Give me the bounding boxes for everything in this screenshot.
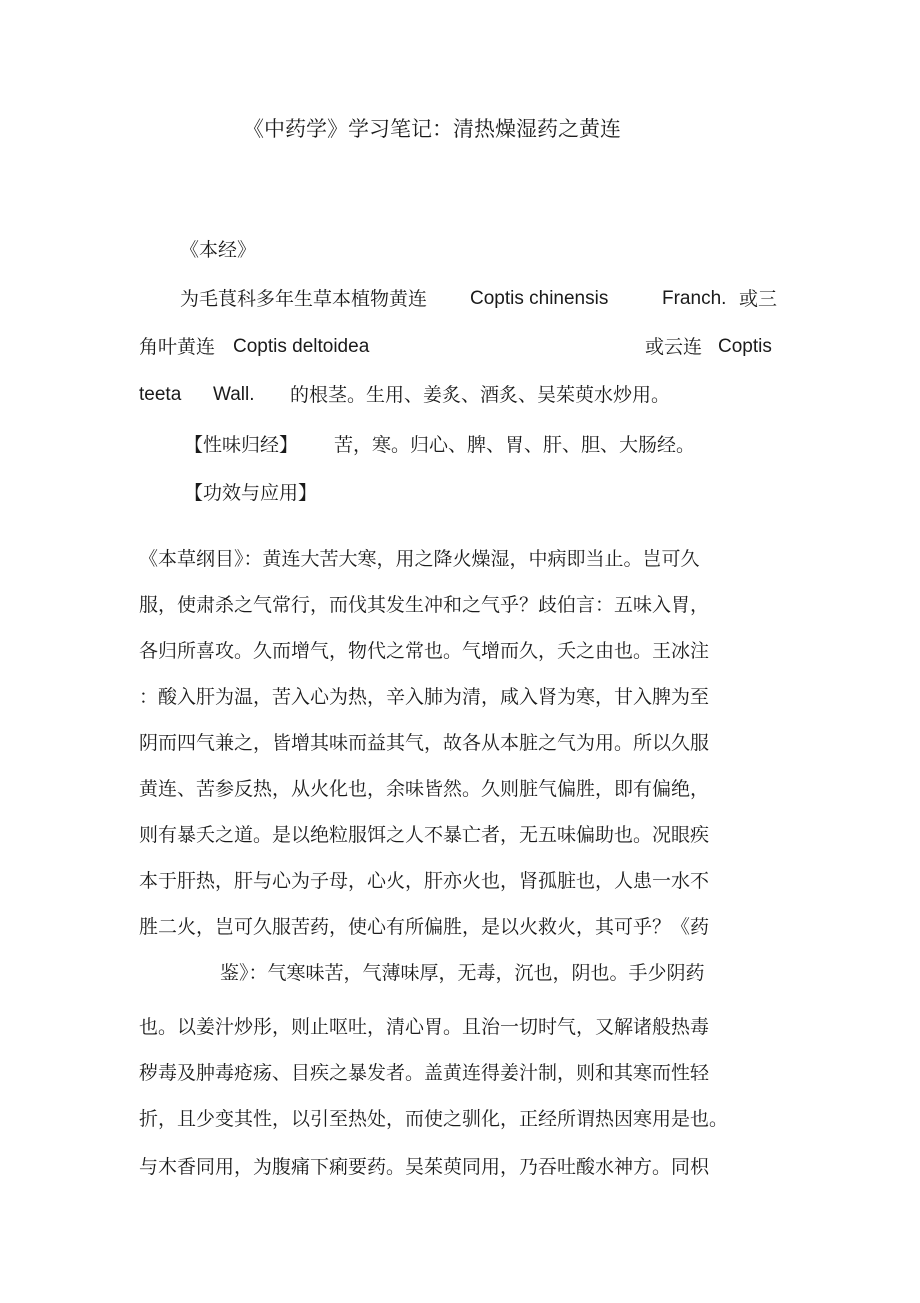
source-heading: 《本经》 [180, 239, 257, 261]
origin-text-2: 或三 [739, 288, 778, 310]
body-line: 胜二火，岂可久服苦药，使心有所偏胜，是以火救火，其可乎？《药 [139, 916, 710, 938]
origin-text-5: 的根茎。生用、姜炙、酒炙、吴茱萸水炒用。 [290, 384, 671, 406]
body-line: 各归所喜攻。久而增气，物代之常也。气增而久，夭之由也。王冰注 [139, 640, 710, 662]
body-line: 黄连、苦参反热，从火化也，余味皆然。久则脏气偏胜，即有偏绝， [139, 778, 710, 800]
body-line: 阴而四气兼之，皆增其味而益其气，故各从本脏之气为用。所以久服 [139, 732, 710, 754]
body-line: 也。以姜汁炒彤，则止呕吐，清心胃。且治一切时气，又解诸般热毒 [139, 1016, 710, 1038]
latin-name-coptis-deltoidea: Coptis deltoidea [233, 336, 370, 357]
origin-text-1: 为毛茛科多年生草本植物黄连 [180, 288, 428, 310]
body-line: ：酸入肝为温，苦入心为热，辛入肺为清，咸入肾为寒，甘入脾为至 [139, 686, 710, 708]
body-line: 折，且少变其性，以引至热处，而使之驯化，正经所谓热因寒用是也。 [139, 1108, 729, 1130]
latin-name-coptis-chinensis: Coptis chinensis [470, 288, 609, 309]
body-line: 本于肝热，肝与心为子母，心火，肝亦火也，肾孤脏也，人患一水不 [139, 870, 710, 892]
latin-author-franch: Franch. [662, 288, 727, 309]
origin-text-3: 角叶黄连 [139, 336, 216, 358]
body-line: 鉴》：气寒味苦，气薄味厚，无毒，沉也，阴也。手少阴药 [220, 962, 705, 984]
nature-label: 【性味归经】 [184, 434, 299, 456]
body-line: 《本草纲目》：黄连大苦大寒，用之降火燥湿，中病即当止。岂可久 [139, 548, 700, 570]
latin-name-teeta: teeta [139, 384, 182, 405]
latin-author-wall: Wall. [213, 384, 255, 405]
efficacy-label: 【功效与应用】 [184, 482, 318, 504]
body-line: 服，使肃杀之气常行，而伐其发生冲和之气乎？歧伯言：五味入胃， [139, 594, 710, 616]
body-line: 秽毒及肿毒疮疡、目疾之暴发者。盖黄连得姜汁制，则和其寒而性轻 [139, 1062, 710, 1084]
body-line: 与木香同用，为腹痛下痢要药。吴茱萸同用，乃吞吐酸水神方。同枳 [139, 1156, 710, 1178]
nature-text: 苦，寒。归心、脾、胃、肝、胆、大肠经。 [334, 434, 696, 456]
origin-text-4: 或云连 [645, 336, 703, 358]
body-line: 则有暴夭之道。是以绝粒服饵之人不暴亡者，无五味偏助也。况眼疾 [139, 824, 710, 846]
document-title: 《中药学》学习笔记：清热燥湿药之黄连 [243, 117, 621, 141]
latin-name-coptis: Coptis [718, 336, 772, 357]
